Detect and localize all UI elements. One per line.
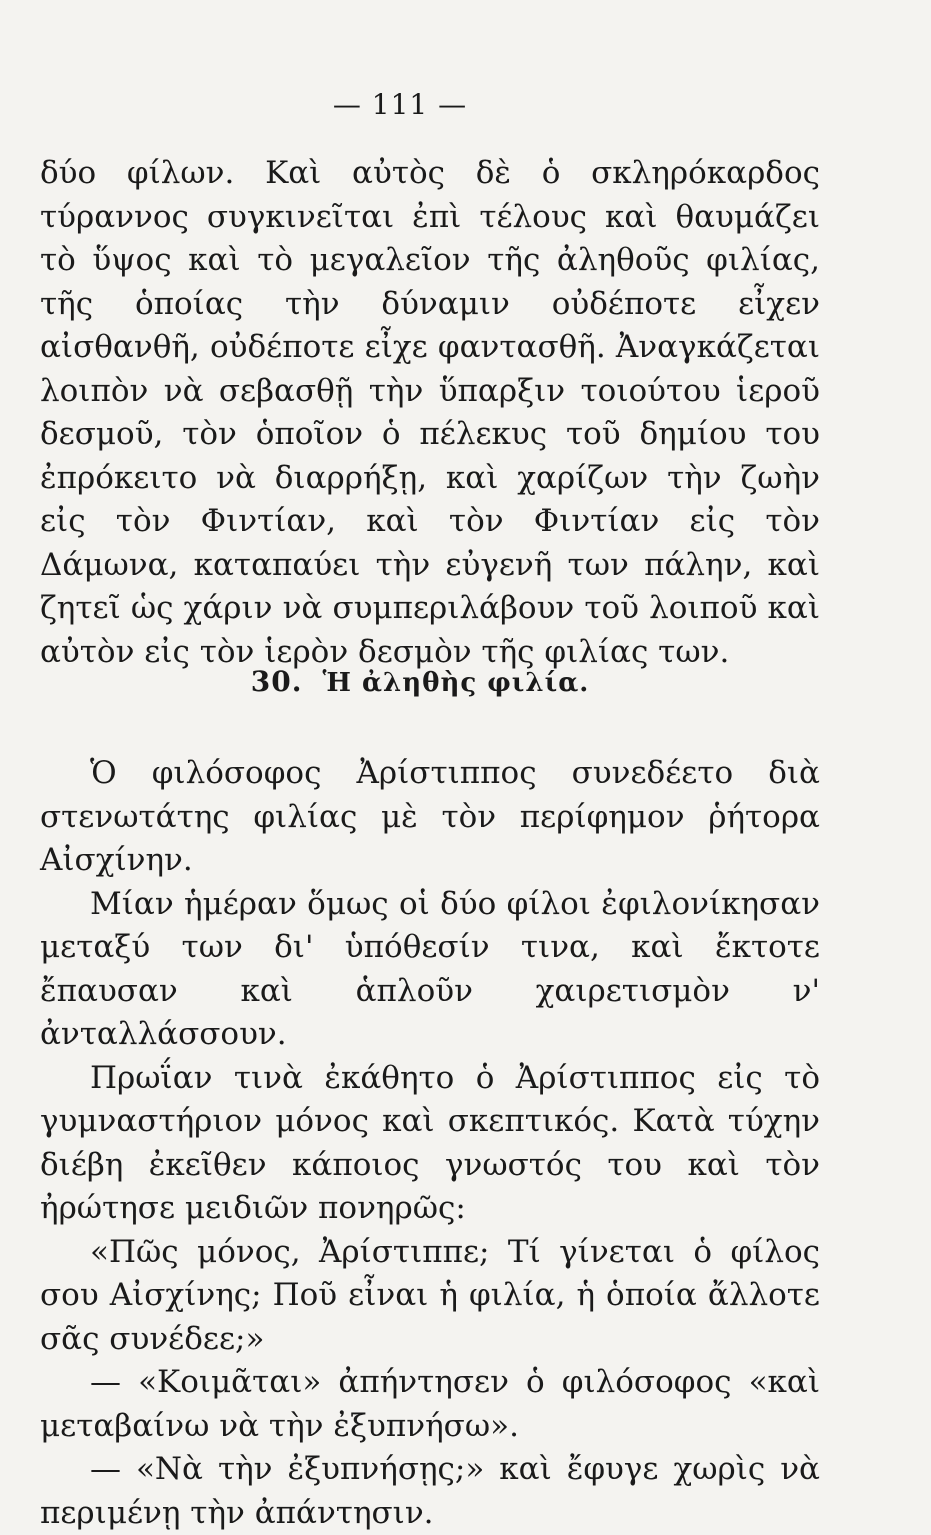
story-paragraph: Μίαν ἡμέραν ὅμως οἱ δύο φίλοι ἐφιλονίκησαν μεταξύ των δι' ὑπόθεσίν τινα, καὶ ἔκτοτε ἔπαυσαν καὶ ἁπλοῦν χαιρετισμὸν ν' ἀνταλλάσσουν. [40, 885, 820, 1052]
story-paragraph: «Πῶς μόνος, Ἀρίστιππε; Τί γίνεται ὁ φίλος σου Αἰσχίνης; Ποῦ εἶναι ἡ φιλία, ἡ ὁποία ἄλλοτε σᾶς συνέδεε;» [40, 1233, 820, 1357]
page-number: — 111 — [332, 88, 468, 121]
story-paragraph: Πρωΐαν τινὰ ἐκάθητο ὁ Ἀρίστιππος εἰς τὸ γυμναστήριον μόνος καὶ σκεπτικός. Κατὰ τύχην διέβη ἐκεῖθεν κάποιος γνωστός του καὶ τὸν ἠρώτησε μειδιῶν πονηρῶς: [40, 1059, 820, 1226]
section-heading [0, 665, 840, 698]
section-number: 30. [250, 665, 303, 698]
continued-paragraph-text: δύο φίλων. Καὶ αὐτὸς δὲ ὁ σκληρόκαρδος τύραννος συγκινεῖται ἐπὶ τέλους καὶ θαυμάζει τὸ ὕψος καὶ τὸ μεγαλεῖον τῆς ἀληθοῦς φιλίας, τῆς ὁποίας τὴν δύναμιν οὐδέποτε εἶχεν αἰσθανθῆ, οὐδέποτε εἶχε φαντασθῆ. Ἀναγκάζεται λοιπὸν νὰ σεβασθῇ τὴν ὕπαρξιν τοιούτου ἱεροῦ δεσμοῦ, τὸν ὁποῖον ὁ πέλεκυς τοῦ δημίου του ἐπρόκειτο νὰ διαρρήξῃ, καὶ χαρίζων τὴν ζωὴν εἰς τὸν Φιντίαν, καὶ τὸν Φιντίαν εἰς τὸν Δάμωνα, καταπαύει τὴν εὐγενῆ των πάλην, καὶ ζητεῖ ὡς χάριν νὰ συμπεριλάβουν τοῦ λοιποῦ καὶ αὐτὸν εἰς τὸν ἱερὸν δεσμὸν τῆς φιλίας των. [40, 155, 820, 670]
section-title: Ἡ ἀληθὴς φιλία. [322, 668, 590, 698]
story-paragraph: — «Κοιμᾶται» ἀπήντησεν ὁ φιλόσοφος «καὶ μεταβαίνω νὰ τὴν ἐξυπνήσω». [40, 1364, 820, 1444]
continued-paragraph [40, 152, 820, 674]
story-paragraph: Ὁ φιλόσοφος Ἀρίστιππος συνεδέετο διὰ στενωτάτης φιλίας μὲ τὸν περίφημον ῥήτορα Αἰσχίνην. [40, 755, 820, 878]
story-body [40, 752, 820, 1535]
story-paragraph: — «Νὰ τὴν ἐξυπνήσῃς;» καὶ ἔφυγε χωρὶς νὰ περιμένῃ τὴν ἀπάντησιν. [40, 1451, 820, 1531]
